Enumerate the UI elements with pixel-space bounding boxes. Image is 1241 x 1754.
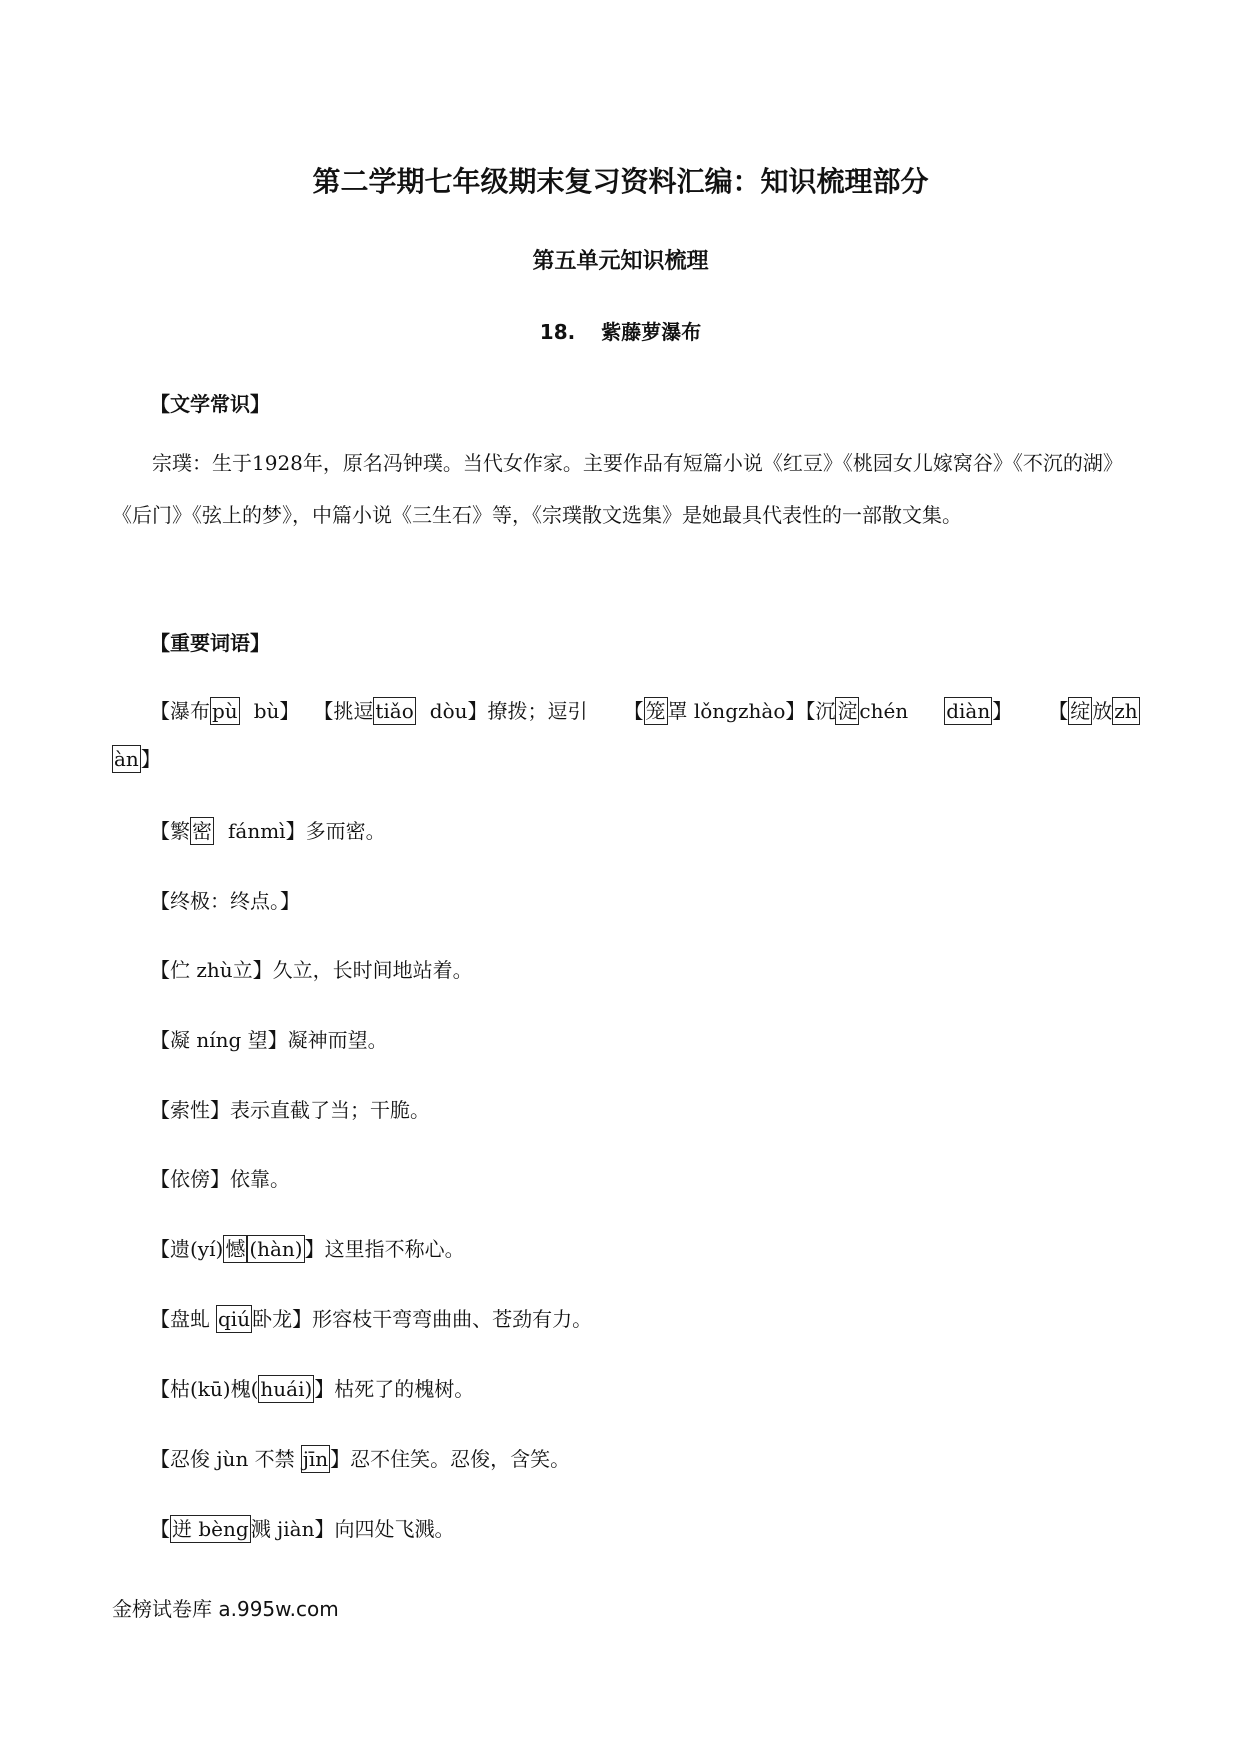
pinyin-box: (hàn) xyxy=(249,1237,303,1261)
vocab-heading: 【重要词语】 xyxy=(150,631,270,655)
literary-paragraph: 宗璞：生于1928年，原名冯钟璞。当代女作家。主要作品有短篇小说《红豆》《桃园女儿嫁窝谷》《不沉的湖》《后门》《弦上的梦》，中篇小说《三生石》等，《宗璞散文选集》是她最具代表性的一部散文集。 xyxy=(112,451,1123,527)
vocab-longzhao: 【 笼 罩 lǒngzhào】 xyxy=(623,699,806,723)
vocab-zhanfang: 【 绽 放 zh xyxy=(1048,699,1138,723)
char-box: 密 xyxy=(192,819,212,843)
document-title: 第二学期七年级期末复习资料汇编：知识梳理部分 xyxy=(312,165,929,198)
vocab-kuhuai: 【枯(kū)槐( huái) 】枯死了的槐树。 xyxy=(150,1377,475,1401)
footer-source: 金榜试卷库 a.995w.com xyxy=(112,1597,339,1621)
literary-heading: 【文学常识】 xyxy=(150,392,270,416)
char-box: 迸 bèng xyxy=(172,1517,249,1541)
pinyin-box: qiú xyxy=(218,1307,251,1331)
lesson-name: 紫藤萝瀑布 xyxy=(601,320,702,344)
pinyin-box: zh xyxy=(1114,699,1138,723)
char-box: 淀 xyxy=(837,699,858,723)
pinyin-box: jīn xyxy=(302,1447,329,1471)
vocab-row-1-wrap: àn 】 xyxy=(114,747,161,771)
vocab-zhongji: 【终极：终点。】 xyxy=(150,889,300,913)
vocab-chendian: 【沉 淀 chén diàn 】 xyxy=(805,699,1013,723)
vocab-row-1 xyxy=(150,695,1140,725)
unit-title: 第五单元知识梳理 xyxy=(532,249,709,274)
vocab-yibang: 【依傍】依靠。 xyxy=(150,1167,290,1191)
vocab-ningwang: 【凝 níng 望】凝神而望。 xyxy=(150,1028,388,1052)
char-box: 绽 xyxy=(1070,699,1091,723)
vocab-zhuli: 【伫 zhù立】久立，长时间地站着。 xyxy=(150,958,473,982)
lesson-number: 18. xyxy=(539,320,576,344)
char-box: 憾 xyxy=(225,1237,246,1261)
vocab-renjun: 【忍俊 jùn 不禁 jīn 】忍不住笑。忍俊，含笑。 xyxy=(150,1447,571,1471)
pinyin-box: pù xyxy=(212,699,238,723)
vocab-fanmi: 【繁 密 fánmì】多而密。 xyxy=(150,819,386,843)
vocab-yihan: 【遗(yí) 憾 (hàn) 】这里指不称心。 xyxy=(150,1237,465,1261)
vocab-suoxing: 【索性】表示直截了当；干脆。 xyxy=(150,1098,430,1122)
pinyin-box: diàn xyxy=(946,699,991,723)
vocab-tiaodou: 【挑逗 tiǎo dòu】撩拨；逗引 xyxy=(313,699,588,723)
pinyin-box: tiǎo xyxy=(375,699,414,723)
lesson-title xyxy=(0,316,1241,345)
pinyin-box: huái) xyxy=(260,1377,313,1401)
char-box: 笼 xyxy=(645,699,666,723)
pinyin-box: àn xyxy=(114,747,139,771)
vocab-pubu: 【瀑布 pù bù】 xyxy=(150,699,300,723)
vocab-bengjian: 【 迸 bèng 溅 jiàn】向四处飞溅。 xyxy=(150,1517,455,1541)
vocab-panqiu: 【盘虬 qiú 卧龙】形容枝干弯弯曲曲、苍劲有力。 xyxy=(150,1307,593,1331)
